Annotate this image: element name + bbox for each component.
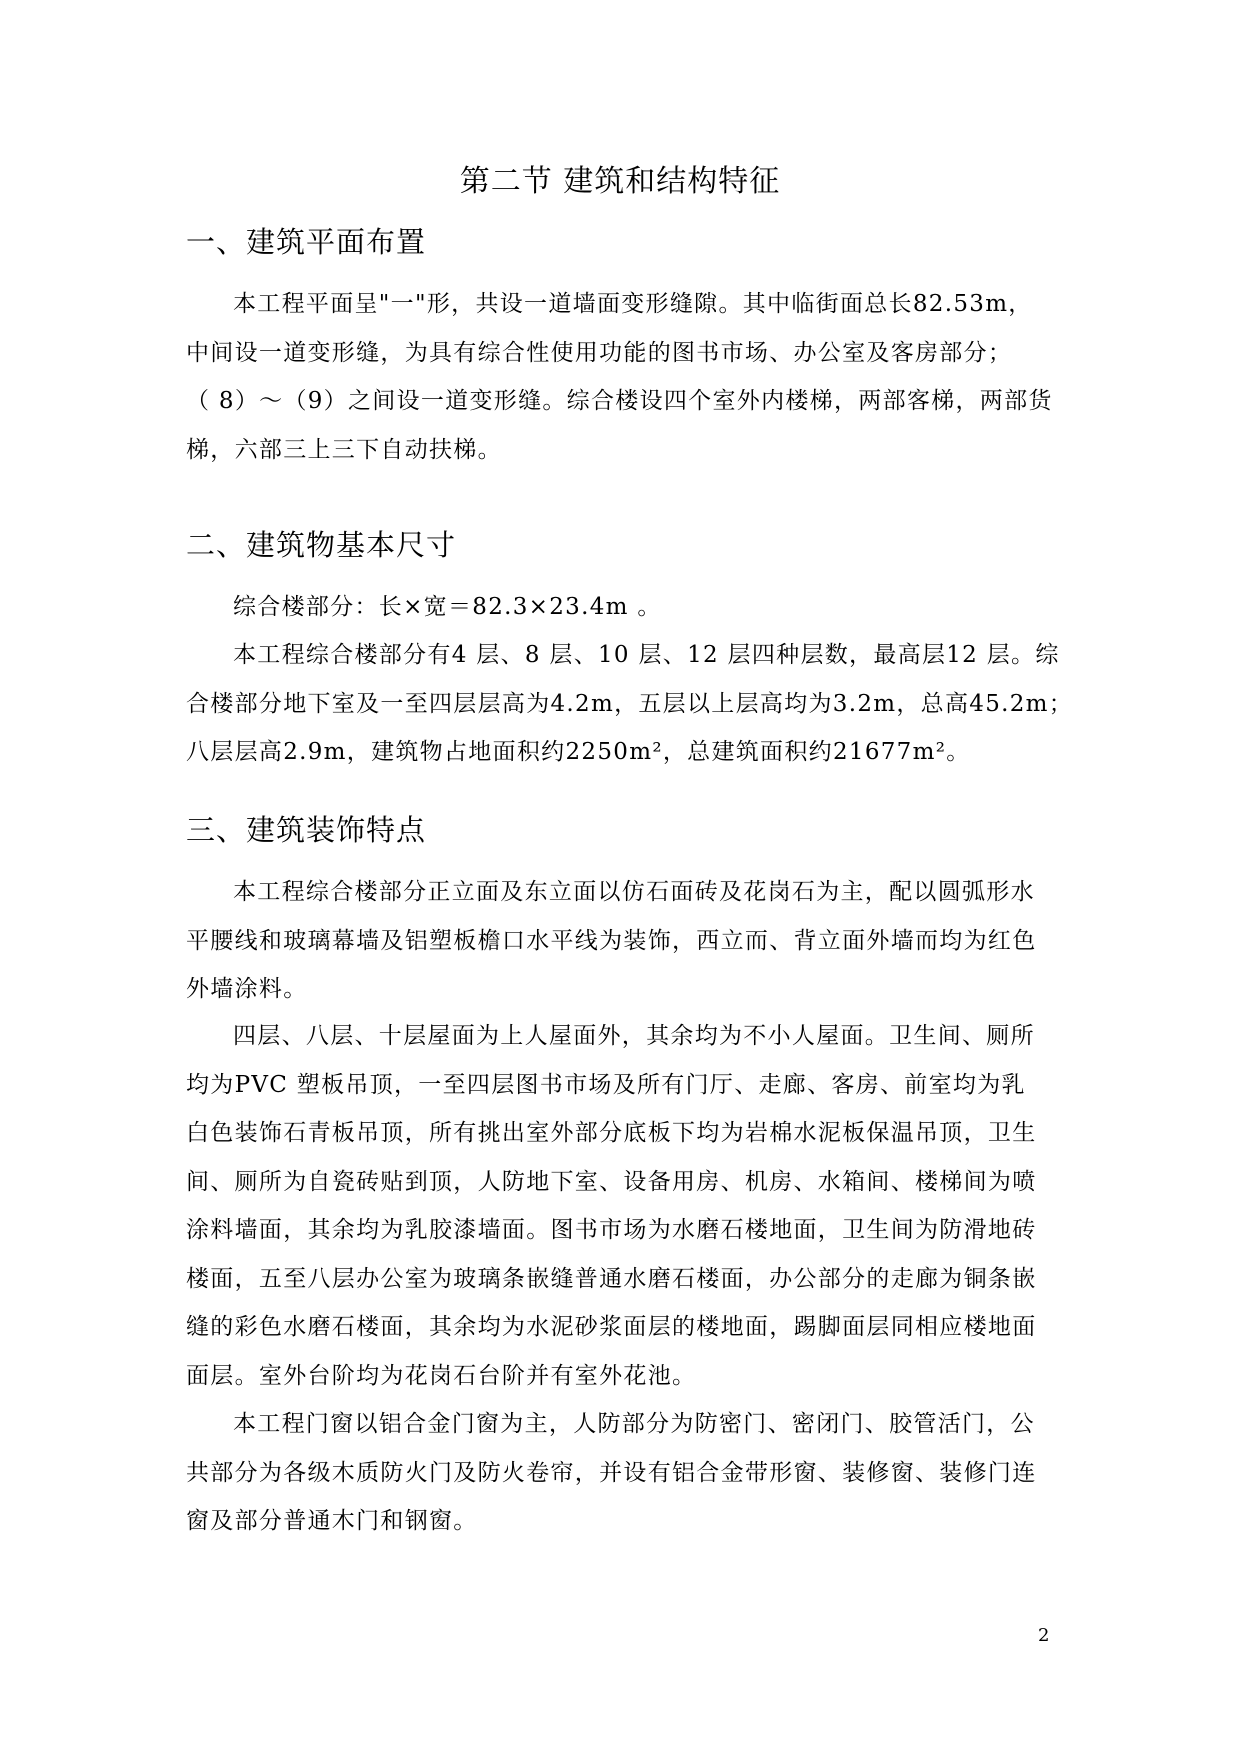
page-title: 第二节 建筑和结构特征 xyxy=(459,164,781,199)
paragraph-line: 均为PVC 塑板吊顶，一至四层图书市场及所有门厅、走廊、客房、前室均为乳 xyxy=(186,1071,1026,1098)
paragraph-facade xyxy=(186,868,1071,1014)
paragraph-line: 本工程综合楼部分正立面及东立面以仿石面砖及花岗石为主，配以圆弧形水 xyxy=(233,879,1035,905)
paragraph-line: 面层。室外台阶均为花岗石台阶并有室外花池。 xyxy=(186,1362,697,1389)
paragraph-interior xyxy=(186,1012,1071,1400)
paragraph-line: （ 8）～（9）之间设一道变形缝。综合楼设四个室外内楼梯，两部客梯，两部货 xyxy=(186,388,1053,414)
paragraph-line: 共部分为各级木质防火门及防火卷帘，并设有铝合金带形窗、装修窗、装修门连 xyxy=(186,1459,1037,1486)
paragraph-line: 平腰线和玻璃幕墙及铝塑板檐口水平线为装饰，西立而、背立面外墙而均为红色 xyxy=(186,927,1037,954)
paragraph-line: 本工程门窗以铝合金门窗为主，人防部分为防密门、密闭门、胶管活门，公 xyxy=(233,1411,1035,1437)
paragraph-floors xyxy=(186,631,1074,777)
paragraph-dimensions xyxy=(186,583,1071,632)
page-number: 2 xyxy=(1038,1625,1050,1646)
paragraph-layout xyxy=(186,280,1071,474)
paragraph-line: 中间设一道变形缝，为具有综合性使用功能的图书市场、办公室及客房部分； xyxy=(186,339,1013,366)
paragraph-line: 外墙涂料。 xyxy=(186,976,308,1002)
paragraph-line: 八层层高2.9m，建筑物占地面积约2250m²，总建筑面积约21677m²。 xyxy=(186,739,971,765)
paragraph-line: 本工程综合楼部分有4 层、8 层、10 层、12 层四种层数，最高层12 层。综 xyxy=(233,642,1060,668)
paragraph-line: 涂料墙面，其余均为乳胶漆墙面。图书市场为水磨石楼地面，卫生间为防滑地砖 xyxy=(186,1217,1037,1243)
paragraph-line: 四层、八层、十层屋面为上人屋面外，其余均为不小人屋面。卫生间、厕所 xyxy=(233,1023,1035,1049)
paragraph-line: 梯，六部三上三下自动扶梯。 xyxy=(186,436,502,463)
paragraph-line: 综合楼部分：长×宽＝82.3×23.4m 。 xyxy=(233,594,662,620)
section-heading-dimensions: 二、建筑物基本尺寸 xyxy=(186,528,457,562)
paragraph-doors-windows xyxy=(186,1400,1071,1546)
section-heading-layout: 一、建筑平面布置 xyxy=(186,225,427,259)
paragraph-line: 楼面，五至八层办公室为玻璃条嵌缝普通水磨石楼面，办公部分的走廊为铜条嵌 xyxy=(186,1265,1037,1292)
paragraph-line: 间、厕所为自瓷砖贴到顶，人防地下室、设备用房、机房、水箱间、楼梯间为喷 xyxy=(186,1168,1037,1195)
paragraph-line: 本工程平面呈"一"形，共设一道墙面变形缝隙。其中临街面总长82.53m， xyxy=(233,291,1033,317)
paragraph-line: 白色装饰石青板吊顶，所有挑出室外部分底板下均为岩棉水泥板保温吊顶，卫生 xyxy=(186,1120,1037,1146)
paragraph-line: 合楼部分地下室及一至四层层高为4.2m，五层以上层高均为3.2m，总高45.2m； xyxy=(186,690,1074,717)
paragraph-line: 缝的彩色水磨石楼面，其余均为水泥砂浆面层的楼地面，踢脚面层同相应楼地面 xyxy=(186,1314,1037,1340)
paragraph-line: 窗及部分普通木门和钢窗。 xyxy=(186,1508,478,1534)
section-heading-decoration: 三、建筑装饰特点 xyxy=(186,813,427,847)
